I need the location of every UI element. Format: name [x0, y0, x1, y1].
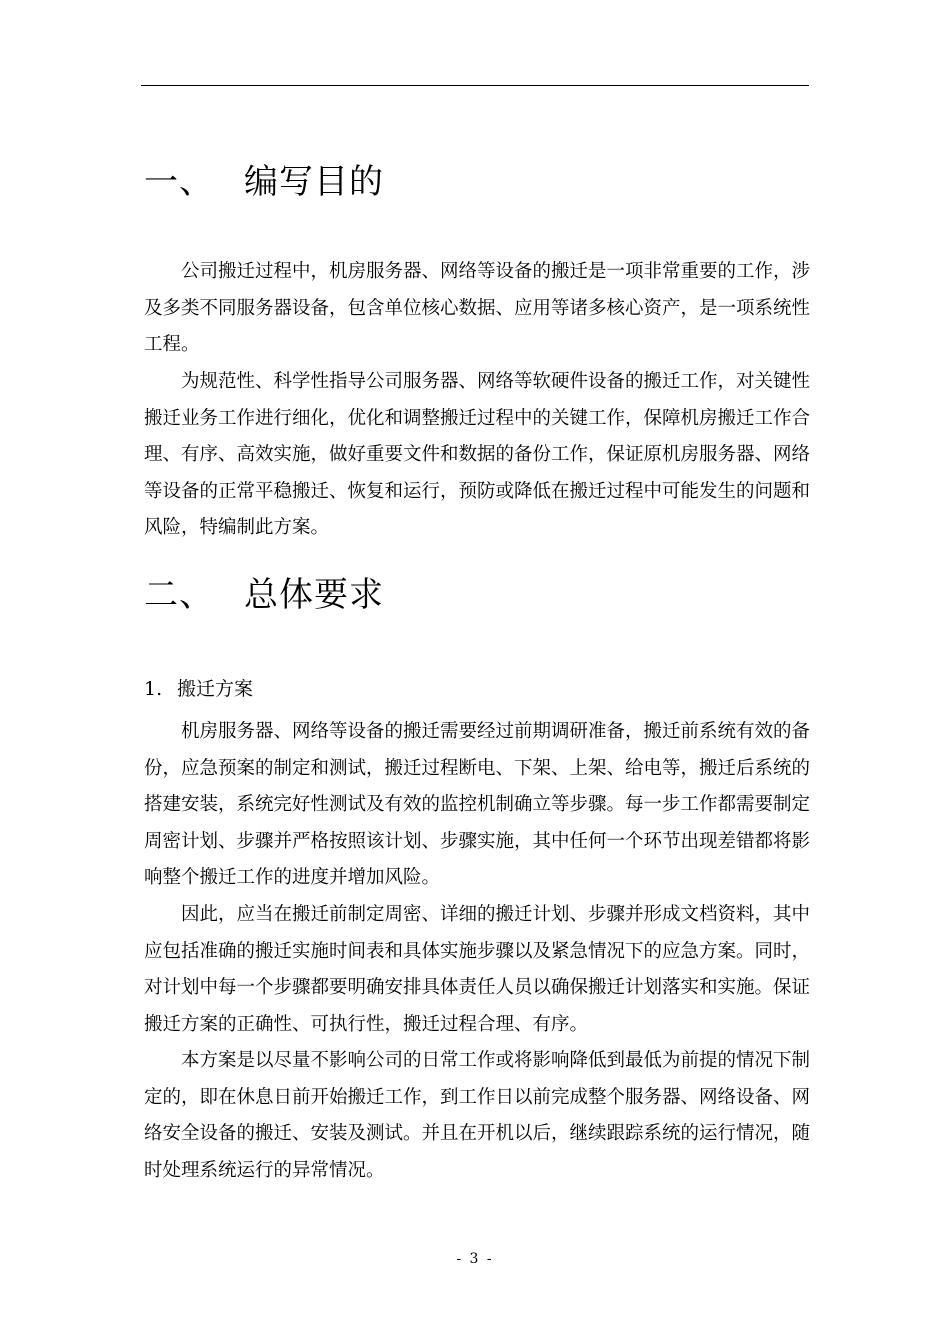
subsection-heading	[144, 674, 810, 704]
section-heading-1	[144, 157, 810, 207]
header-rule	[141, 85, 809, 86]
paragraph: 本方案是以尽量不影响公司的日常工作或将影响降低到最低为前提的情况下制定的，即在休息日前开始搬迁工作，到工作日以前完成整个服务器、网络设备、网络安全设备的搬迁、安装及测试。并且在开机以后，继续跟踪系统的运行情况，随时处理系统运行的异常情况。	[144, 1050, 811, 1181]
subsection-title: 搬迁方案	[177, 678, 254, 700]
section-heading-2	[144, 570, 810, 620]
paragraph: 机房服务器、网络等设备的搬迁需要经过前期调研准备，搬迁前系统有效的备份，应急预案的制定和测试，搬迁过程断电、下架、上架、给电等，搬迁后系统的搭建安装，系统完好性测试及有效的监控机制确立等步骤。每一步工作都需要制定周密计划、步骤并严格按照该计划、步骤实施，其中任何一个环节出现差错都将影响整个搬迁工作的进度并增加风险。	[144, 721, 811, 888]
paragraph: 因此，应当在搬迁前制定周密、详细的搬迁计划、步骤并形成文档资料，其中应包括准确的搬迁实施时间表和具体实施步骤以及紧急情况下的应急方案。同时，对计划中每一个步骤都要明确安排具体责任人员以确保搬迁计划落实和实施。保证搬迁方案的正确性、可执行性，搬迁过程合理、有序。	[144, 904, 811, 1035]
section-title: 总体要求	[244, 575, 384, 615]
section-number: 二、	[144, 575, 214, 615]
section-title: 编写目的	[244, 162, 384, 202]
subsection-number: 1.	[144, 678, 163, 700]
page-number: - 3 -	[456, 1251, 494, 1267]
paragraph: 为规范性、科学性指导公司服务器、网络等软硬件设备的搬迁工作，对关键性搬迁业务工作进行细化，优化和调整搬迁过程中的关键工作，保障机房搬迁工作合理、有序、高效实施，做好重要文件和数据的备份工作，保证原机房服务器、网络等设备的正常平稳搬迁、恢复和运行，预防或降低在搬迁过程中可能发生的问题和风险，特编制此方案。	[144, 371, 811, 538]
paragraph: 公司搬迁过程中，机房服务器、网络等设备的搬迁是一项非常重要的工作，涉及多类不同服务器设备，包含单位核心数据、应用等诸多核心资产，是一项系统性工程。	[144, 261, 811, 355]
section-number: 一、	[144, 162, 214, 202]
